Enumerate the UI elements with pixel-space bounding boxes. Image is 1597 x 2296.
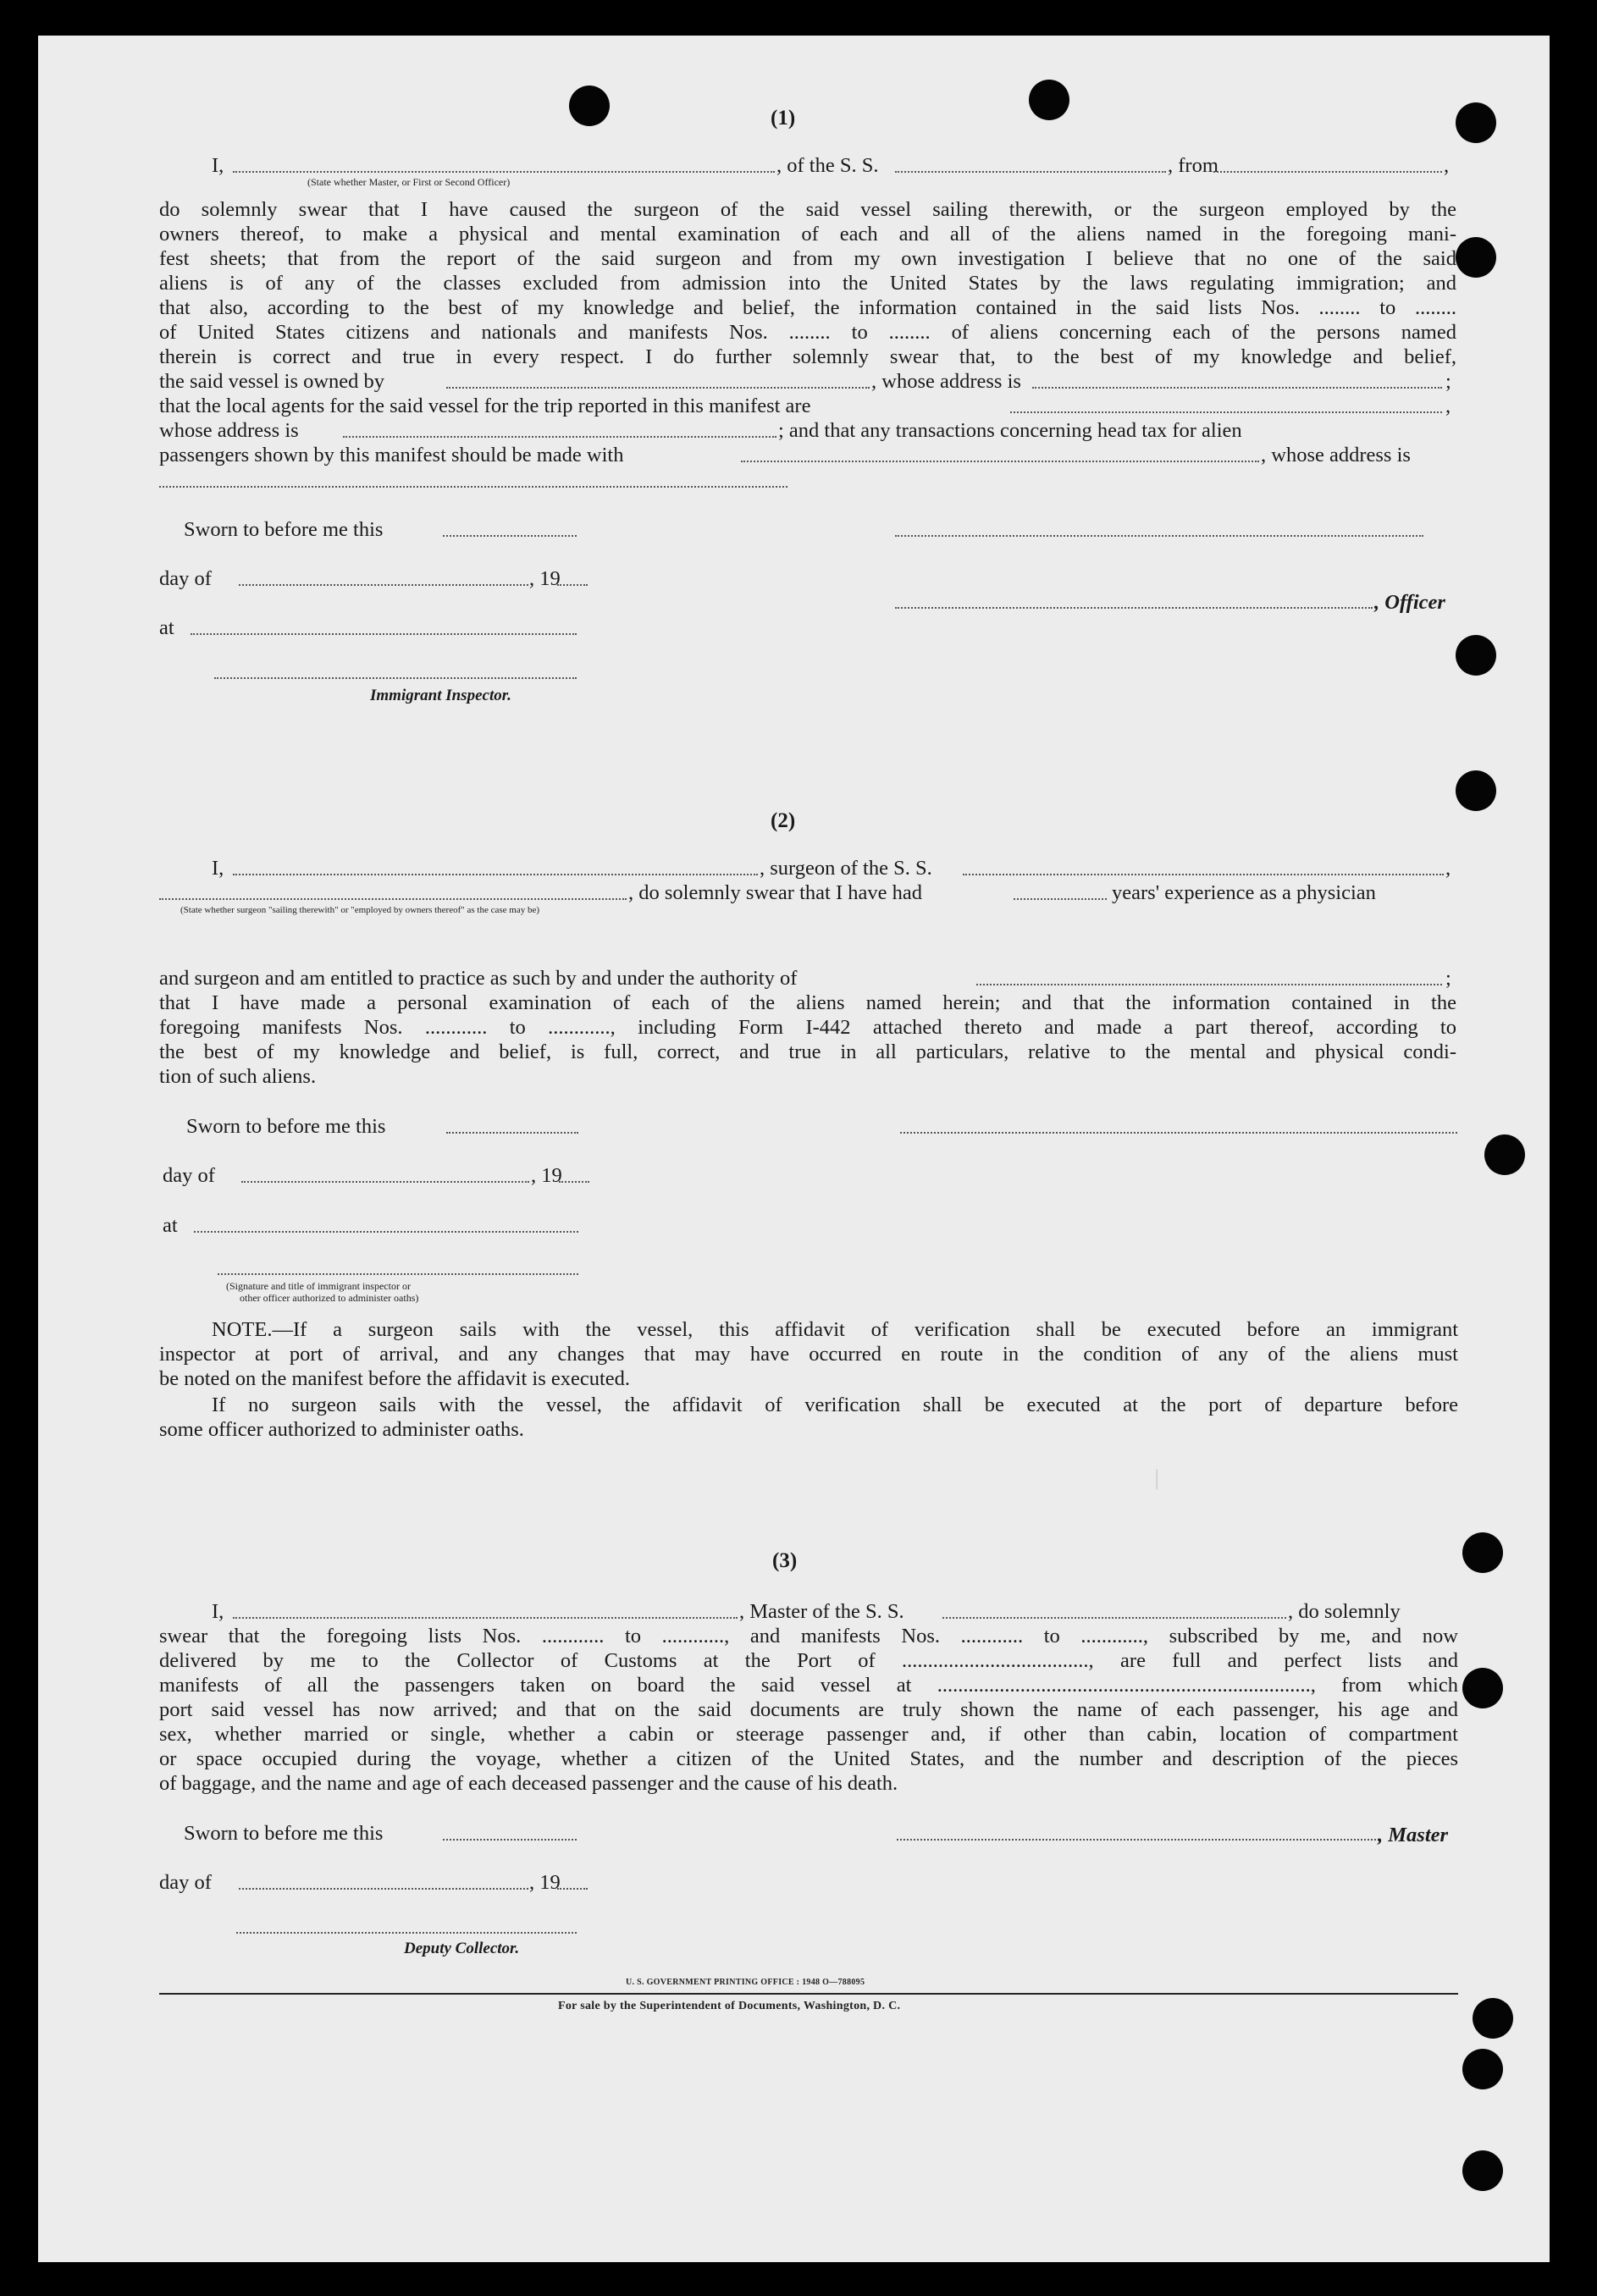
punch-hole [1462, 2150, 1503, 2191]
s1-head-tax-field[interactable] [741, 461, 1259, 462]
s2-note-line: NOTE.—If a surgeon sails with the vessel, this affidavit of verification shall be executed before an immigrant [212, 1318, 1458, 1341]
s3-para-line: swear that the foregoing lists Nos. ............ to ............, and manifests Nos. ............ to ............, subscribed by me, and now [159, 1625, 1458, 1647]
section-1-number: (1) [771, 107, 796, 130]
s3-master-signature-field[interactable] [897, 1839, 1376, 1841]
punch-hole [1462, 1668, 1503, 1708]
punch-hole [1456, 770, 1496, 811]
s2-signature-note-1: (Signature and title of immigrant inspector or [226, 1280, 411, 1292]
s3-para-line: delivered by me to the Collector of Customs at the Port of ...................................., are full and perfect lists and [159, 1649, 1458, 1672]
s1-head-tax-address-field[interactable] [159, 486, 787, 488]
s3-line1-i: I, [212, 1600, 224, 1623]
s2-para-line: the best of my knowledge and belief, is full, correct, and true in all particulars, relative to the mental and physical condi- [159, 1040, 1456, 1063]
punch-hole [1473, 1998, 1513, 2039]
s1-head-tax-text: ; and that any transactions concerning head tax for alien [778, 419, 1242, 442]
s1-officer-title-field[interactable] [895, 607, 1373, 609]
s1-year-field[interactable] [557, 584, 588, 586]
punch-hole [569, 86, 610, 126]
s2-signature-note-2: other officer authorized to administer oaths) [240, 1292, 419, 1304]
s2-note-line: some officer authorized to administer oaths. [159, 1418, 524, 1441]
s1-from-field[interactable] [1213, 171, 1442, 173]
s2-surgeon-name-field[interactable] [233, 874, 758, 875]
s2-at-field[interactable] [194, 1231, 578, 1233]
s2-para-line: tion of such aliens. [159, 1065, 317, 1088]
s3-line1-ss: , Master of the S. S. [739, 1600, 904, 1623]
s2-authority-label: and surgeon and am entitled to practice as such by and under the authority of [159, 967, 798, 990]
s1-at-label: at [159, 616, 174, 639]
s1-owned-semicolon: ; [1445, 370, 1451, 393]
s1-line1-from: , from [1168, 154, 1218, 177]
s3-line1-solemnly: , do solemnly [1288, 1600, 1401, 1623]
s2-surgeon-type-note: (State whether surgeon "sailing therewith" or "employed by owners thereof" as the case may be) [180, 905, 540, 915]
s2-years-text: years' experience as a physician [1112, 881, 1376, 904]
s3-year-field[interactable] [557, 1888, 588, 1890]
s1-agents-field[interactable] [1010, 411, 1442, 413]
s1-owner-field[interactable] [446, 387, 870, 389]
s2-surgeon-type-field[interactable] [159, 898, 627, 900]
s1-para-line: therein is correct and true in every respect. I do further solemnly swear that, to the best of my knowledge and belief, [159, 345, 1456, 368]
s2-note-line: inspector at port of arrival, and any changes that may have occurred en route in the condition of any of the aliens must [159, 1343, 1458, 1366]
s3-day-field[interactable] [239, 1888, 528, 1890]
s1-sworn-label: Sworn to before me this [184, 518, 384, 541]
punch-hole [1456, 237, 1496, 278]
s2-note-line: If no surgeon sails with the vessel, the affidavit of verification shall be executed at the port of departure before [212, 1394, 1458, 1416]
s1-rank-note: (State whether Master, or First or Second Officer) [307, 176, 511, 188]
s1-vessel-field[interactable] [895, 171, 1166, 173]
section-2-number: (2) [771, 809, 796, 832]
s2-line1-comma: , [1445, 857, 1451, 880]
s1-para-line: do solemnly swear that I have caused the surgeon of the said vessel sailing therewith, or the surgeon employed by the [159, 198, 1456, 221]
s1-line1-i: I, [212, 154, 224, 177]
s2-vessel-field[interactable] [963, 874, 1444, 875]
s1-para-line: owners thereof, to make a physical and mental examination of each and all of the aliens named in the foregoing mani- [159, 223, 1456, 246]
s2-inspector-signature-field[interactable] [218, 1273, 578, 1275]
punch-hole [1456, 102, 1496, 143]
s2-years-field[interactable] [1014, 898, 1107, 900]
s3-para-line: port said vessel has now arrived; and that on the said documents are truly shown the name of each passenger, his age and [159, 1698, 1458, 1721]
s1-line1-ss: , of the S. S. [776, 154, 879, 177]
punch-hole [1484, 1134, 1525, 1175]
s1-agents-comma: , [1445, 395, 1451, 417]
s1-para-line: of United States citizens and nationals and manifests Nos. ........ to ........ of aliens concerning each of the persons named [159, 321, 1456, 344]
s1-at-field[interactable] [191, 633, 577, 635]
s1-para-line: fest sheets; that from the report of the said surgeon and from my own investigation I believe that no one of the said [159, 247, 1456, 270]
bleed-through-mark: — [1147, 1469, 1169, 1490]
s3-collector-label: Deputy Collector. [404, 1940, 520, 1957]
punch-hole [1456, 635, 1496, 676]
s3-master-name-field[interactable] [233, 1617, 738, 1619]
s3-para-line: of baggage, and the name and age of each deceased passenger and the cause of his death. [159, 1772, 898, 1795]
form-page [38, 36, 1550, 2262]
printing-office-imprint: U. S. GOVERNMENT PRINTING OFFICE : 1948 O—788095 [626, 1978, 865, 1987]
s3-vessel-field[interactable] [942, 1617, 1286, 1619]
s1-owner-address-label: , whose address is [871, 370, 1021, 393]
s1-owned-by-label: the said vessel is owned by [159, 370, 385, 393]
s3-sworn-label: Sworn to before me this [184, 1822, 384, 1845]
s1-day-field[interactable] [239, 584, 528, 586]
s1-para-line: aliens is of any of the classes excluded from admission into the United States by the laws regulating immigration; and [159, 272, 1456, 295]
s2-para-line: that I have made a personal examination of each of the aliens named herein; and that the information contained in the [159, 991, 1456, 1014]
punch-hole [1462, 1532, 1503, 1573]
punch-hole [1029, 80, 1069, 120]
section-3-number: (3) [772, 1549, 798, 1572]
s2-surgeon-signature-field[interactable] [900, 1132, 1457, 1134]
s2-year-field[interactable] [559, 1181, 589, 1183]
s2-line1-ss: , surgeon of the S. S. [760, 857, 932, 880]
s1-inspector-label: Immigrant Inspector. [370, 687, 511, 704]
s3-sworn-field[interactable] [443, 1839, 577, 1841]
s2-at-label: at [163, 1214, 178, 1237]
s1-agents-address-field[interactable] [343, 436, 776, 438]
s1-head-tax-label: passengers shown by this manifest should be made with [159, 444, 624, 466]
punch-hole [1462, 2049, 1503, 2089]
s1-agents-address-label: whose address is [159, 419, 299, 442]
s3-year-label: , 19 [529, 1871, 561, 1894]
s3-collector-signature-field[interactable] [236, 1932, 577, 1934]
sale-notice: For sale by the Superintendent of Documents, Washington, D. C. [558, 2000, 901, 2012]
s3-master-label: , Master [1378, 1824, 1449, 1846]
s2-note-line: be noted on the manifest before the affidavit is executed. [159, 1367, 631, 1390]
s3-day-of-label: day of [159, 1871, 212, 1894]
s1-head-tax-address-label: , whose address is [1261, 444, 1411, 466]
s1-officer-label: , Officer [1374, 591, 1445, 614]
s2-sworn-field[interactable] [446, 1132, 578, 1134]
s2-authority-field[interactable] [976, 984, 1442, 985]
s2-para-line: foregoing manifests Nos. ............ to ............, including Form I-442 attached thereto and made a part thereof, according to [159, 1016, 1456, 1039]
s1-para-line: that also, according to the best of my knowledge and belief, the information contained in the said lists Nos. ........ to ........ [159, 296, 1456, 319]
s2-day-field[interactable] [241, 1181, 529, 1183]
s2-day-of-label: day of [163, 1164, 215, 1187]
s2-swear-text: , do solemnly swear that I have had [628, 881, 922, 904]
s2-sworn-label: Sworn to before me this [186, 1115, 386, 1138]
s1-officer-signature-field[interactable] [895, 535, 1423, 537]
s1-officer-rank-field[interactable] [233, 171, 775, 173]
s1-day-of-label: day of [159, 567, 212, 590]
s3-para-line: or space occupied during the voyage, whether a citizen of the United States, and the number and description of the pieces [159, 1747, 1458, 1770]
s1-line1-comma: , [1444, 154, 1450, 177]
footer-rule [159, 1993, 1458, 1995]
s3-para-line: sex, whether married or single, whether a cabin or steerage passenger and, if other than cabin, location of compartment [159, 1723, 1458, 1746]
s1-year-label: , 19 [529, 567, 561, 590]
s2-authority-semicolon: ; [1445, 967, 1451, 990]
s2-year-label: , 19 [531, 1164, 562, 1187]
s1-sworn-field[interactable] [443, 535, 577, 537]
s1-inspector-signature-field[interactable] [214, 677, 577, 679]
s1-agents-label: that the local agents for the said vessel for the trip reported in this manifest are [159, 395, 811, 417]
s1-owner-address-field[interactable] [1032, 387, 1442, 389]
s3-para-line: manifests of all the passengers taken on board the said vessel at ........................................................................, from which [159, 1674, 1458, 1697]
s2-line1-i: I, [212, 857, 224, 880]
